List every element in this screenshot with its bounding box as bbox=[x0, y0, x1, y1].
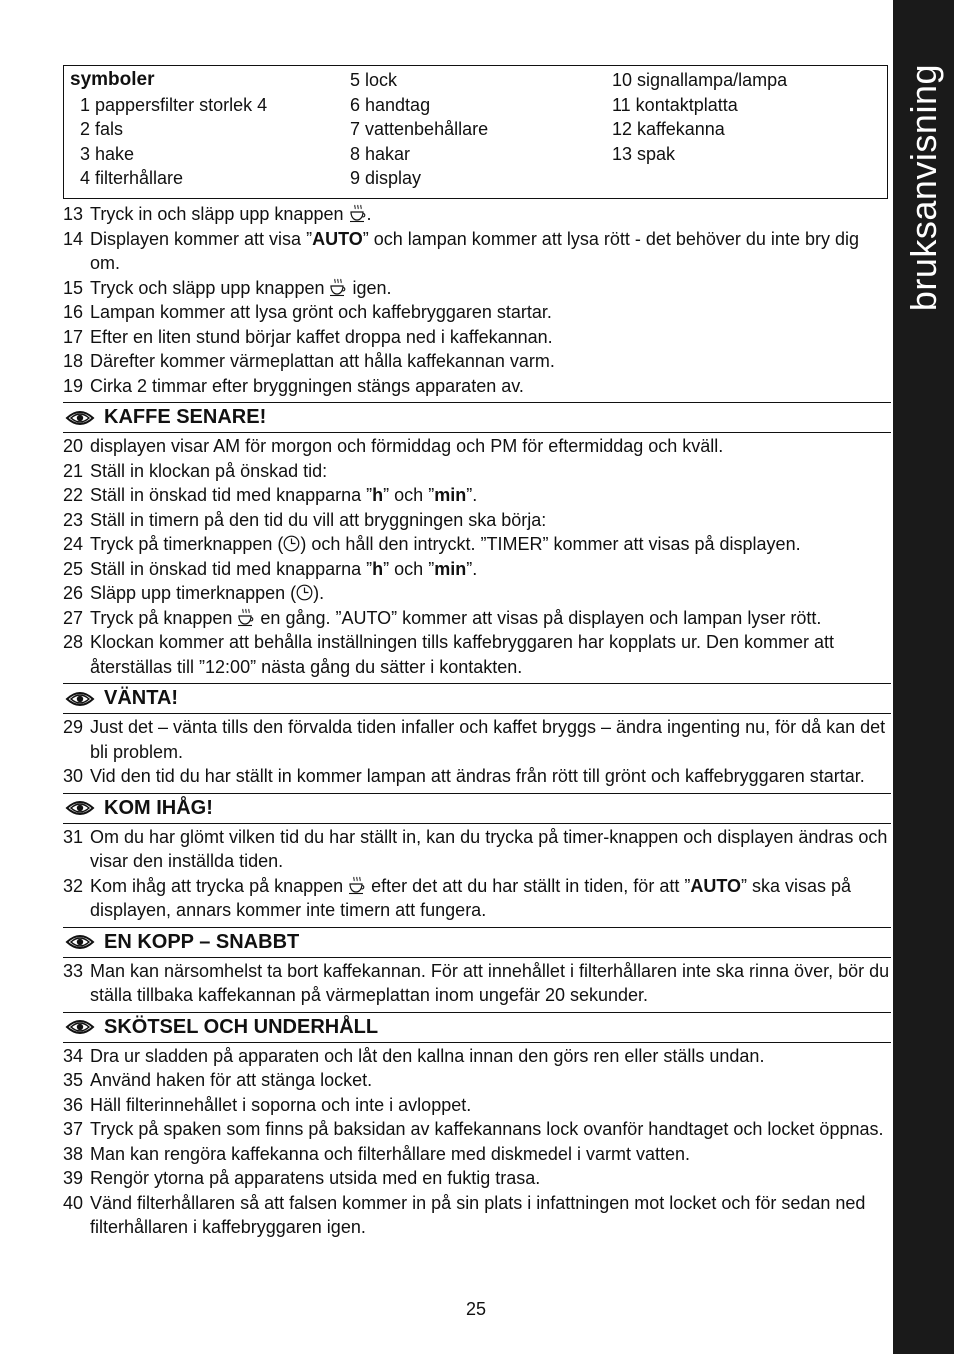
list-item bbox=[63, 764, 891, 789]
section-title: EN KOPP – SNABBT bbox=[104, 930, 300, 953]
coffee-cup-icon bbox=[348, 876, 366, 895]
symbol-item: 7 vattenbehållare bbox=[350, 119, 489, 139]
coffee-cup-icon bbox=[329, 278, 347, 297]
item-number: 23 bbox=[63, 509, 84, 530]
item-number: 27 bbox=[63, 607, 84, 628]
coffee-cup-icon bbox=[237, 608, 255, 627]
section-heading-en-kopp-snabbt bbox=[63, 927, 891, 958]
item-text: ” och ” bbox=[383, 485, 435, 505]
item-text: ). bbox=[313, 583, 325, 603]
side-tab-label: bruksanvisning bbox=[902, 64, 944, 312]
item-text: Släpp upp timerknappen ( bbox=[90, 583, 297, 603]
section-heading-kaffe-senare bbox=[63, 402, 891, 433]
item-text: ”. bbox=[466, 558, 478, 579]
item-text: Tryck på knappen bbox=[90, 607, 238, 628]
item-text: Vid den tid du har ställt in kommer lampan att ändras från rött till grönt och kaffebryggaren startar. bbox=[90, 766, 865, 786]
section-heading-kom-ihag bbox=[63, 793, 891, 824]
item-text: Dra ur sladden på apparaten och låt den kallna innan den görs ren eller ställs undan. bbox=[90, 1045, 765, 1066]
item-text-bold: AUTO bbox=[690, 875, 741, 896]
item-number: 26 bbox=[63, 583, 84, 603]
instructions bbox=[63, 202, 891, 1240]
item-number: 21 bbox=[63, 460, 84, 481]
symbols-box bbox=[63, 65, 888, 199]
list-item bbox=[63, 483, 891, 508]
list-item bbox=[63, 1191, 891, 1240]
item-number: 37 bbox=[63, 1119, 84, 1139]
item-text: Kom ihåg att trycka på knappen bbox=[90, 875, 349, 896]
side-tab bbox=[893, 0, 954, 1354]
list-item bbox=[63, 606, 891, 631]
item-text: Rengör ytorna på apparatens utsida med en fuktig trasa. bbox=[90, 1168, 541, 1188]
item-number: 36 bbox=[63, 1094, 84, 1115]
clock-icon bbox=[296, 584, 313, 601]
list-item bbox=[63, 1044, 891, 1069]
list-item bbox=[63, 325, 891, 350]
item-text: Man kan närsomhelst ta bort kaffekannan. För att innehållet i filterhållaren inte ska rinna över, bör du ställa tillbaka kaffekannan på värmeplattan inom ungefär 20 sekunder. bbox=[90, 960, 890, 1005]
item-number: 40 bbox=[63, 1192, 84, 1213]
item-text: Lampan kommer att lysa grönt och kaffebryggaren startar. bbox=[90, 302, 552, 322]
section-title: KAFFE SENARE! bbox=[104, 406, 267, 428]
coffee-cup-icon bbox=[349, 204, 367, 223]
item-text: Använd haken för att stänga locket. bbox=[90, 1070, 373, 1090]
section-title: KOM IHÅG! bbox=[104, 796, 213, 819]
item-text: Tryck in och släpp upp knappen bbox=[90, 204, 349, 224]
item-text: Tryck och släpp upp knappen bbox=[90, 277, 330, 298]
item-number: 38 bbox=[63, 1143, 84, 1164]
item-text: . bbox=[366, 204, 372, 224]
item-number: 14 bbox=[63, 228, 84, 249]
item-text: Just det – vänta tills den förvalda tiden infaller och kaffet bryggs – ändra ingenting nu, för då kan det bli problem. bbox=[90, 717, 886, 762]
eye-icon bbox=[65, 798, 95, 818]
item-number: 16 bbox=[63, 302, 84, 322]
item-number: 19 bbox=[63, 375, 84, 396]
item-text: Tryck på timerknappen ( bbox=[90, 534, 284, 554]
list-item bbox=[63, 557, 891, 582]
eye-icon bbox=[65, 408, 95, 428]
item-number: 13 bbox=[63, 204, 84, 224]
symbol-item: 8 hakar bbox=[350, 143, 411, 164]
item-number: 35 bbox=[63, 1070, 84, 1090]
list-item bbox=[63, 581, 891, 606]
symbol-item: 13 spak bbox=[612, 143, 676, 164]
symbols-column-1 bbox=[70, 68, 267, 191]
item-text-bold: min bbox=[434, 558, 467, 579]
symbol-item: 10 signallampa/lampa bbox=[612, 70, 788, 90]
list-item bbox=[63, 374, 891, 399]
list-item bbox=[63, 1142, 891, 1167]
symbol-item: 11 kontaktplatta bbox=[612, 94, 738, 115]
list-item bbox=[63, 349, 891, 374]
item-text-bold: h bbox=[372, 558, 384, 579]
item-text: ” ska visas på displayen, annars kommer inte timern att fungera. bbox=[90, 875, 852, 920]
item-text: Ställ in önskad tid med knapparna ” bbox=[90, 558, 373, 579]
list-item bbox=[63, 459, 891, 484]
item-text: igen. bbox=[347, 277, 392, 298]
item-text: ” och lampan kommer att lysa rött - det behöver du inte bry dig om. bbox=[90, 228, 859, 273]
list-item bbox=[63, 202, 891, 227]
clock-icon bbox=[283, 535, 300, 552]
list-item bbox=[63, 630, 891, 679]
list-item bbox=[63, 532, 891, 557]
eye-icon bbox=[65, 932, 95, 952]
list-item bbox=[63, 1117, 891, 1142]
item-text: Häll filterinnehållet i soporna och inte i avloppet. bbox=[90, 1094, 472, 1115]
item-text: Cirka 2 timmar efter bryggningen stängs apparaten av. bbox=[90, 375, 524, 396]
item-number: 29 bbox=[63, 717, 84, 737]
page-number-text: 25 bbox=[465, 1299, 487, 1319]
item-number: 31 bbox=[63, 826, 84, 847]
section-heading-skotsel bbox=[63, 1012, 891, 1043]
list-item bbox=[63, 227, 891, 276]
symbol-item: 6 handtag bbox=[350, 94, 431, 115]
item-text-bold: min bbox=[434, 485, 467, 505]
item-number: 17 bbox=[63, 326, 84, 347]
section-title: SKÖTSEL OCH UNDERHÅLL bbox=[104, 1015, 379, 1038]
section-title: VÄNTA! bbox=[104, 687, 179, 709]
item-text-bold: h bbox=[372, 485, 384, 505]
item-number: 30 bbox=[63, 766, 84, 786]
item-number: 15 bbox=[63, 277, 84, 298]
item-number: 28 bbox=[63, 632, 84, 652]
symbol-item: 3 hake bbox=[80, 143, 135, 164]
list-item bbox=[63, 874, 891, 923]
item-number: 24 bbox=[63, 534, 84, 554]
item-number: 33 bbox=[63, 960, 84, 981]
item-number: 32 bbox=[63, 875, 84, 896]
list-item bbox=[63, 825, 891, 874]
symbol-item: 9 display bbox=[350, 168, 422, 188]
symbols-heading: symboler bbox=[70, 69, 155, 90]
item-number: 22 bbox=[63, 485, 84, 505]
item-text: Displayen kommer att visa ” bbox=[90, 228, 313, 249]
item-number: 18 bbox=[63, 351, 84, 371]
list-item bbox=[63, 959, 891, 1008]
eye-icon bbox=[65, 689, 95, 709]
item-number: 39 bbox=[63, 1168, 84, 1188]
list-item bbox=[63, 508, 891, 533]
symbol-item: 12 kaffekanna bbox=[612, 119, 725, 139]
item-text: Därefter kommer värmeplattan att hålla kaffekannan varm. bbox=[90, 351, 555, 371]
item-text: Man kan rengöra kaffekanna och filterhållare med diskmedel i varmt vatten. bbox=[90, 1143, 690, 1164]
item-text: displayen visar AM för morgon och förmiddag och PM för eftermiddag och kväll. bbox=[90, 436, 724, 456]
list-item bbox=[63, 276, 891, 301]
item-number: 20 bbox=[63, 436, 84, 456]
item-text: ”. bbox=[466, 485, 478, 505]
list-item bbox=[63, 434, 891, 459]
symbol-item: 4 filterhållare bbox=[80, 168, 184, 188]
list-item bbox=[63, 1166, 891, 1191]
list-item bbox=[63, 715, 891, 764]
list-item bbox=[63, 1093, 891, 1118]
list-item bbox=[63, 1068, 891, 1093]
item-text: Ställ in önskad tid med knapparna ” bbox=[90, 485, 373, 505]
symbol-item: 2 fals bbox=[80, 119, 124, 139]
symbols-column-3 bbox=[612, 68, 787, 166]
list-item bbox=[63, 300, 891, 325]
symbols-column-2 bbox=[350, 68, 488, 191]
symbol-item: 5 lock bbox=[350, 70, 398, 90]
item-text: efter det att du har ställt in tiden, för att ” bbox=[366, 875, 691, 896]
symbol-item: 1 pappersfilter storlek 4 bbox=[80, 94, 268, 115]
item-text: Klockan kommer att behålla inställningen tills kaffebryggaren har kopplats ur. Den kommer att återställas till ”12:00” nästa gång du sätter i kontakten. bbox=[90, 632, 835, 677]
item-text: Tryck på spaken som finns på baksidan av kaffekannans lock ovanför handtaget och locket öppnas. bbox=[90, 1119, 884, 1139]
item-text: Ställ in klockan på önskad tid: bbox=[90, 460, 328, 481]
item-text-bold: AUTO bbox=[312, 228, 363, 249]
item-text: Efter en liten stund börjar kaffet droppa ned i kaffekannan. bbox=[90, 326, 553, 347]
item-number: 34 bbox=[63, 1045, 84, 1066]
eye-icon bbox=[65, 1017, 95, 1037]
section-heading-vanta bbox=[63, 683, 891, 714]
item-text: en gång. ”AUTO” kommer att visas på displayen och lampan lyser rött. bbox=[255, 607, 822, 628]
item-text: Vänd filterhållaren så att falsen kommer in på sin plats i infattningen mot locket och för sedan ned filterhållaren i kaffebryggaren igen. bbox=[90, 1192, 866, 1237]
item-text: ) och håll den intryckt. ”TIMER” kommer att visas på displayen. bbox=[300, 534, 801, 554]
item-text: ” och ” bbox=[383, 558, 435, 579]
item-text: Om du har glömt vilken tid du har ställt in, kan du trycka på timer-knappen och displayen ändras och visar den inställda tiden. bbox=[90, 826, 888, 871]
item-text: Ställ in timern på den tid du vill att bryggningen ska börja: bbox=[90, 509, 547, 530]
page-number bbox=[0, 1299, 954, 1320]
item-number: 25 bbox=[63, 558, 84, 579]
